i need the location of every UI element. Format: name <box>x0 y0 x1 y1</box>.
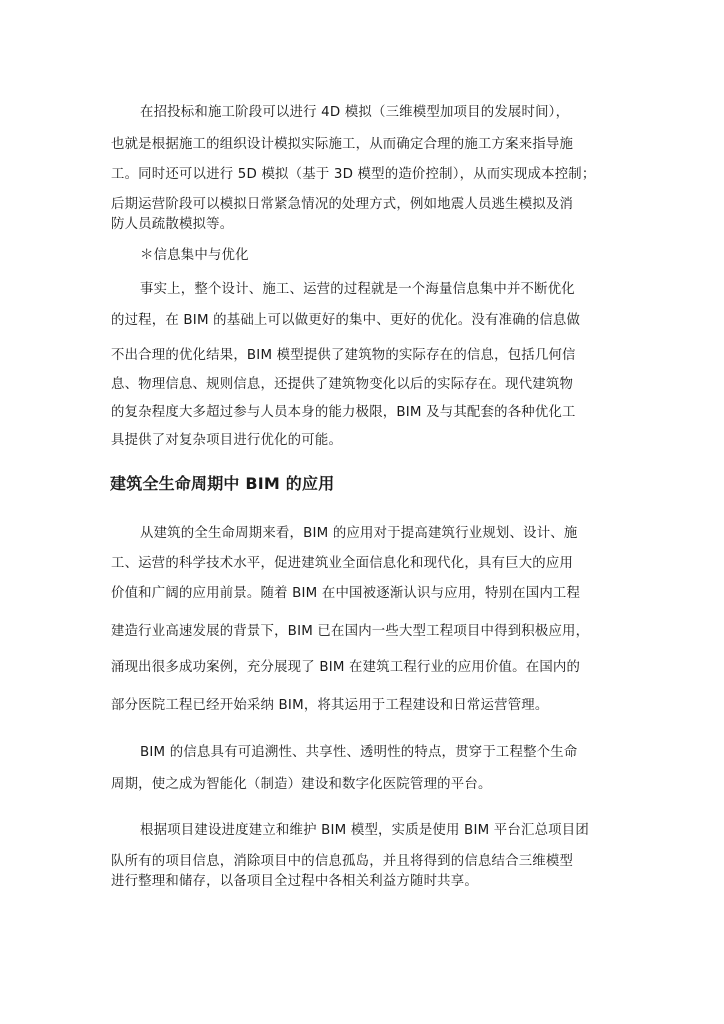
text-line: 进行整理和储存，以备项目全过程中各相关利益方随时共享。 <box>111 874 478 889</box>
text-line: 价值和广阔的应用前景。随着 BIM 在中国被逐渐认识与应用，特别在国内工程 <box>111 586 581 601</box>
text-line: 的过程，在 BIM 的基础上可以做更好的集中、更好的优化。没有准确的信息做 <box>111 313 581 328</box>
text-line: 周期，使之成为智能化（制造）建设和数字化医院管理的平台。 <box>111 777 492 792</box>
text-line: 不出合理的优化结果，BIM 模型提供了建筑物的实际存在的信息，包括几何信 <box>111 348 576 363</box>
text-line: 的复杂程度大多超过参与人员本身的能力极限，BIM 及与其配套的各种优化工 <box>111 405 576 420</box>
text-line: 从建筑的全生命周期来看，BIM 的应用对于提高建筑行业规划、设计、施 <box>140 526 578 541</box>
text-line: 工、运营的科学技术水平，促进建筑业全面信息化和现代化，具有巨大的应用 <box>111 556 574 571</box>
text-line: 部分医院工程已经开始采纳 BIM，将其运用于工程建设和日常运营管理。 <box>111 698 549 713</box>
text-line: 建造行业高速发展的背景下，BIM 已在国内一些大型工程项目中得到积极应用， <box>111 624 590 639</box>
text-line: 工。同时还可以进行 5D 模拟（基于 3D 模型的造价控制），从而实现成本控制； <box>111 167 596 182</box>
text-line: 防人员疏散模拟等。 <box>111 217 234 232</box>
section-heading: 建筑全生命周期中 BIM 的应用 <box>110 474 335 493</box>
text-line: 涌现出很多成功案例，充分展现了 BIM 在建筑工程行业的应用价值。在国内的 <box>111 660 581 675</box>
text-line: 队所有的项目信息，消除项目中的信息孤岛，并且将得到的信息结合三维模型 <box>111 854 574 869</box>
text-line: 息、物理信息、规则信息，还提供了建筑物变化以后的实际存在。现代建筑物 <box>111 377 574 392</box>
text-line: 事实上，整个设计、施工、运营的过程就是一个海量信息集中并不断优化 <box>140 282 575 297</box>
text-line: 根据项目建设进度建立和维护 BIM 模型，实质是使用 BIM 平台汇总项目团 <box>140 823 589 838</box>
bullet-subheading: ＊信息集中与优化 <box>140 248 249 263</box>
text-line: BIM 的信息具有可追溯性、共享性、透明性的特点，贯穿于工程整个生命 <box>140 745 578 760</box>
text-line: 具提供了对复杂项目进行优化的可能。 <box>111 433 343 448</box>
text-line: 后期运营阶段可以模拟日常紧急情况的处理方式，例如地震人员逃生模拟及消 <box>111 197 574 212</box>
text-line: 也就是根据施工的组织设计模拟实际施工，从而确定合理的施工方案来指导施 <box>111 137 574 152</box>
text-line: 在招投标和施工阶段可以进行 4D 模拟（三维模型加项目的发展时间）， <box>140 105 570 120</box>
